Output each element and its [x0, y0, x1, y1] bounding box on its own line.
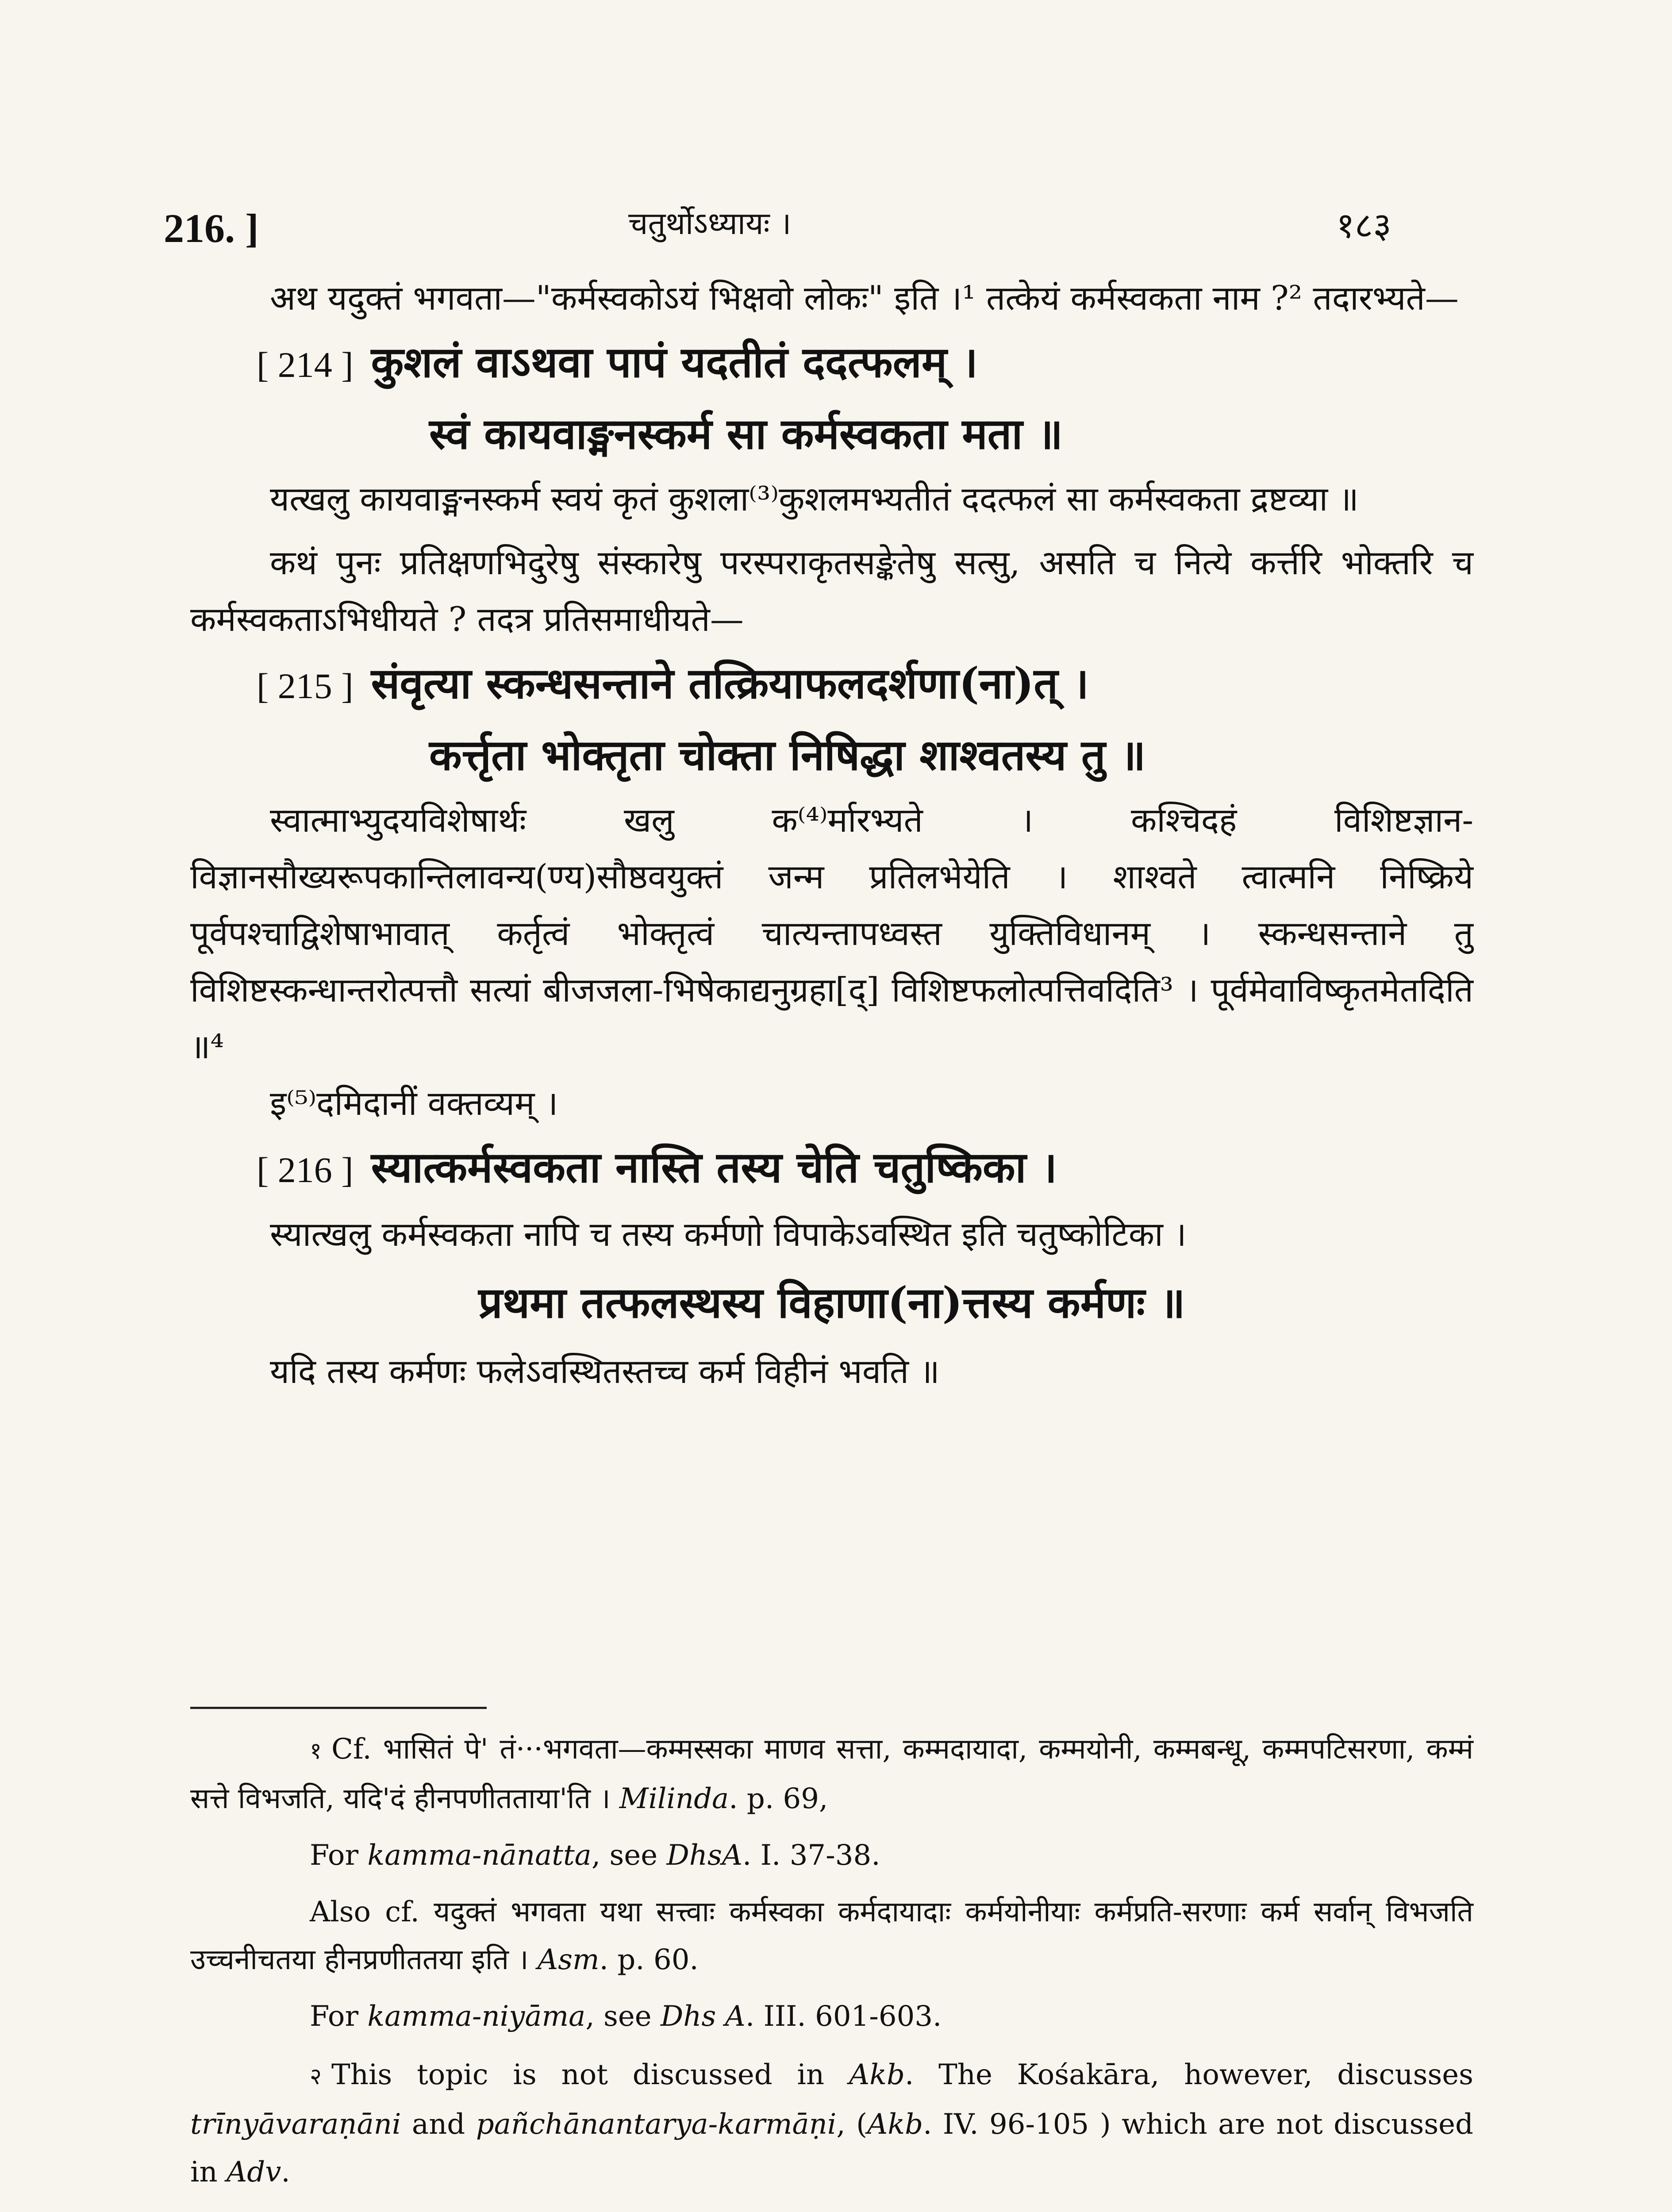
footnote-term: kamma-nānatta — [367, 1839, 592, 1872]
footnote-text: . I. 37-38. — [742, 1839, 880, 1872]
footnote-marker: १ — [310, 1738, 322, 1764]
footnote-1 — [190, 1725, 1473, 1823]
footnote-1-continued — [190, 1888, 1473, 1984]
verse-line: संवृत्या स्कन्धसन्ताने तत्क्रियाफलदर्शणा(ना)त् । — [371, 658, 1089, 708]
paragraph-commentary: यदि तस्य कर्मणः फलेऽवस्थितस्तच्च कर्म विहीनं भवति ॥ — [270, 1352, 940, 1391]
footnote-reference: Milinda — [619, 1782, 729, 1815]
footnote-1-continued — [190, 1832, 1473, 1879]
footnote-text: . III. 601-603. — [745, 2000, 942, 2033]
footnote-text: and — [411, 2108, 465, 2141]
footnote-text: This topic is not discussed in — [331, 2058, 825, 2091]
footnote-text: . The Kośakāra, however, discusses — [904, 2058, 1474, 2091]
footnote-reference: DhsA — [666, 1839, 743, 1872]
footnote-text: For — [310, 2000, 359, 2033]
verse-line: कुशलं वाऽथवा पापं यदतीतं ददत्फलम् । — [371, 337, 978, 387]
running-head-chapter-title: चतुर्थोऽध्यायः । — [628, 205, 792, 242]
paragraph-transition: इ⁽⁵⁾दमिदानीं वक्तव्यम् । — [270, 1083, 558, 1123]
footnote-text: , ( — [836, 2108, 868, 2141]
paragraph-commentary: स्वात्माभ्युदयविशेषार्थः खलु क⁽⁴⁾र्मारभ्यते । कश्चिदहं विशिष्टज्ञान-विज्ञानसौख्यरूपकान्तिलावन्य(ण्य)सौष्ठवयुक्तं जन्म प्रतिलभेयेति । शाश्वते त्वात्मनि निष्क्रिये पूर्वपश्चाद्विशेषाभावात् कर्तृत्वं भोक्तृत्वं चात्यन्तापध्वस्त युक्तिविधानम् । स्कन्धसन्ताने तु विशिष्टस्कन्धान्तरोत्पत्तौ सत्यां बीजजला-भिषेकाद्यनुग्रहा[द्] विशिष्टफलोत्पत्तिवदिति³ । पूर्वमेवाविष्कृतमेतदिति ॥⁴ — [190, 800, 1473, 1066]
footnote-term: kamma-niyāma — [367, 2000, 586, 2033]
verse-line: स्वं कायवाङ्मनस्कर्म सा कर्मस्वकता मता ॥ — [429, 409, 1063, 459]
footnote-reference: Akb — [867, 2108, 923, 2141]
verse-214 — [190, 329, 1473, 398]
footnote-reference: Akb — [849, 2058, 905, 2091]
verse-line: प्रथमा तत्फलस्थस्य विहाणा(ना)त्तस्य कर्मणः ॥ — [478, 1278, 1185, 1328]
verse-number: [ 216 ] — [257, 1150, 354, 1190]
paragraph-intro: अथ यदुक्तं भगवता—"कर्मस्वकोऽयं भिक्षवो लोकः" इति ।¹ तत्केयं कर्मस्वकता नाम ?² तदारभ्यते— — [270, 278, 1459, 318]
footnote-marker: २ — [310, 2063, 322, 2090]
verse-number: [ 214 ] — [257, 345, 354, 385]
footnote-reference: Asm — [537, 1943, 600, 1976]
main-text — [190, 270, 1473, 1400]
footnote-3 — [190, 2207, 1473, 2212]
paragraph-commentary: स्यात्खलु कर्मस्वकता नापि च तस्य कर्मणो विपाकेऽवस्थित इति चतुष्कोटिका । — [270, 1214, 1187, 1254]
footnote-text: , see — [591, 1839, 658, 1872]
running-head-verse-number: 216. ] — [164, 206, 259, 251]
footnote-text: . IV. 96-105 ) which are not discussed in — [190, 2108, 1474, 2189]
verse-number: [ 215 ] — [257, 666, 354, 706]
footnote-text: . p. 69, — [729, 1782, 828, 1815]
verse-line: कर्त्तृता भोक्तृता चोक्ता निषिद्धा शाश्वतस्य तु ॥ — [429, 730, 1146, 780]
footnote-1-continued — [190, 1993, 1473, 2040]
footnote-text: , see — [585, 2000, 652, 2033]
footnote-text: For — [310, 1839, 359, 1872]
page-number: १८३ — [1336, 205, 1391, 246]
footnote-text: Cf. भासितं पे' तं···भगवता—कम्मस्सका माणव सत्ता, कम्मदायादा, कम्मयोनी, कम्मबन्धू, कम्मपटिसरणा, कम्मं सत्ते विभजति, यदि'दं हीनपणीतताया'ति । — [190, 1733, 1473, 1815]
footnote-term: trīnyāvaraṇāni — [190, 2108, 401, 2141]
footnote-2 — [190, 2051, 1473, 2196]
footnote-reference: Dhs A — [660, 2000, 746, 2033]
paragraph-question: कथं पुनः प्रतिक्षणभिदुरेषु संस्कारेषु परस्पराकृतसङ्केतेषु सत्सु, असति च नित्ये कर्त्तरि भोक्तरि च कर्मस्वकताऽभिधीयते ? तदत्र प्रतिसमाधीयते— — [190, 543, 1473, 639]
footnote-text: . — [281, 2156, 290, 2189]
footnote-divider — [190, 1707, 487, 1709]
verse-line: स्यात्कर्मस्वकता नास्ति तस्य चेति चतुष्किका । — [371, 1142, 1057, 1192]
footnote-reference: Adv — [227, 2156, 281, 2189]
verse-216 — [190, 1134, 1473, 1203]
footnote-text: . p. 60. — [599, 1943, 699, 1976]
verse-215 — [190, 650, 1473, 719]
footnote-text: Also cf. यदुक्तं भगवता यथा सत्त्वाः कर्मस्वका कर्मदायादाः कर्मयोनीयाः कर्मप्रति-सरणाः कर्म सर्वान् विभजति उच्चनीचतया हीनप्रणीततया इति । — [190, 1896, 1473, 1976]
footnote-term: pañchānantarya-karmāṇi — [476, 2108, 837, 2141]
paragraph-commentary: यत्खलु कायवाङ्मनस्कर्म स्वयं कृतं कुशला⁽³⁾कुशलमभ्यतीतं ददत्फलं सा कर्मस्वकता द्रष्टव्या ॥ — [270, 479, 1359, 518]
footnotes — [190, 1725, 1473, 2212]
